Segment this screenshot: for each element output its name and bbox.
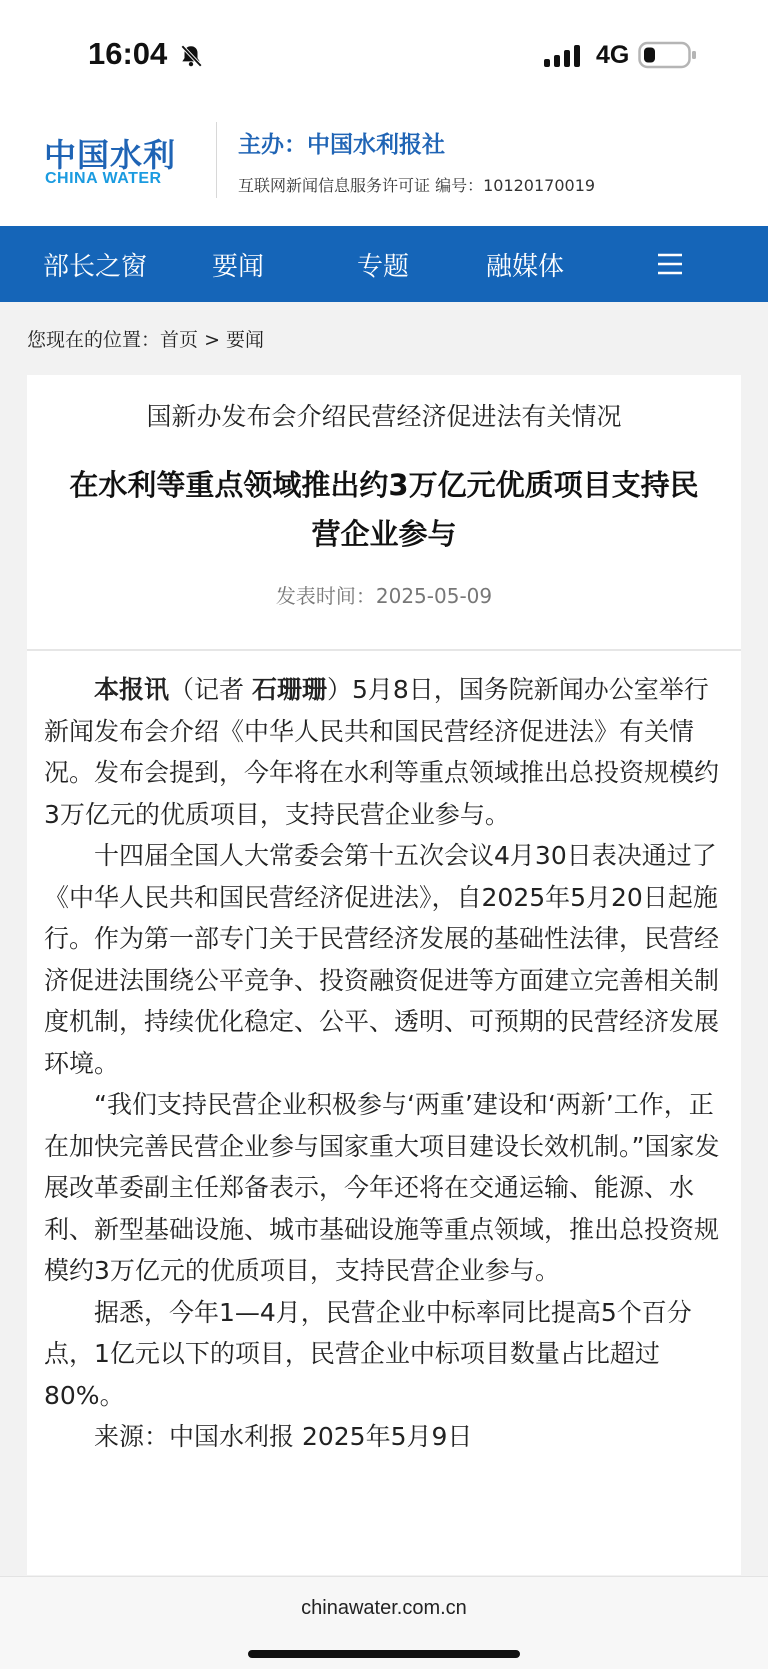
lead-reporter: 石珊珊 <box>251 675 327 704</box>
browser-bottom-bar <box>0 1576 768 1669</box>
article-title: 在水利等重点领域推出约3万亿元优质项目支持民营企业参与 <box>69 468 699 551</box>
status-time: 16:04 <box>88 36 168 71</box>
nav-item-minister-window[interactable]: 部长之窗 <box>43 252 148 282</box>
site-header <box>0 110 768 226</box>
home-indicator[interactable] <box>248 1650 520 1658</box>
publish-date <box>27 580 741 609</box>
lead-label: 本报讯 <box>94 675 170 704</box>
article-subtitle: 国新办发布会介绍民营经济促进法有关情况 <box>146 402 622 431</box>
nav-item-media[interactable]: 融媒体 <box>486 252 565 282</box>
lead-text: ）5月8日，国务院新闻办公室举行新闻发布会介绍《中华人民共和国民营经济促进法》有关情况。发布会提到，今年将在水利等重点领域推出总投资规模约3万亿元的优质项目，支持民营企业参与。 <box>44 675 720 829</box>
publish-date-label: 发表时间： <box>275 584 376 608</box>
lead-reporter-prefix: （记者 <box>169 675 252 704</box>
status-bar <box>0 0 768 110</box>
article-paragraph <box>44 669 728 835</box>
address-bar-domain[interactable]: chinawater.com.cn <box>301 1597 467 1619</box>
breadcrumb-current-link[interactable]: 要闻 <box>226 329 265 351</box>
battery-icon <box>638 41 698 69</box>
nav-item-topics[interactable]: 专题 <box>357 252 410 282</box>
article-divider <box>27 649 741 651</box>
breadcrumb-separator: > <box>204 329 220 351</box>
article-body <box>44 669 728 1458</box>
bell-muted-icon <box>178 43 204 69</box>
publish-date-value: 2025-05-09 <box>375 584 493 608</box>
article-source: 来源：中国水利报 2025年5月9日 <box>94 1422 473 1451</box>
site-logo-english[interactable]: CHINA WATER <box>45 170 162 187</box>
header-divider <box>216 122 217 198</box>
sponsor-text: 主办：中国水利报社 <box>238 132 445 158</box>
network-type: 4G <box>596 41 630 69</box>
article-paragraph: 据悉，今年1—4月，民营企业中标率同比提高5个百分点，1亿元以下的项目，民营企业中标项目数量占比超过80%。 <box>44 1297 692 1410</box>
nav-item-headlines[interactable]: 要闻 <box>212 252 265 282</box>
breadcrumb <box>27 325 264 352</box>
article-card <box>27 375 741 1575</box>
breadcrumb-prefix: 您现在的位置： <box>27 329 161 351</box>
hamburger-menu-icon[interactable] <box>656 250 684 278</box>
site-logo[interactable]: 中国水利 <box>44 136 177 174</box>
article-paragraph: “我们支持民营企业积极参与‘两重’建设和‘两新’工作，正在加快完善民营企业参与国家重大项目建设长效机制。”国家发展改革委副主任郑备表示，今年还将在交通运输、能源、水利、新型基础设施、城市基础设施等重点领域，推出总投资规模约3万亿元的优质项目，支持民营企业参与。 <box>44 1090 720 1285</box>
breadcrumb-home-link[interactable]: 首页 <box>160 329 199 351</box>
cellular-signal-icon <box>543 44 583 68</box>
main-nav <box>0 226 768 302</box>
license-text: 互联网新闻信息服务许可证 编号：10120170019 <box>238 176 596 195</box>
article-paragraph: 十四届全国人大常委会第十五次会议4月30日表决通过了《中华人民共和国民营经济促进法》，自2025年5月20日起施行。作为第一部专门关于民营经济发展的基础性法律，民营经济促进法围绕公平竞争、投资融资促进等方面建立完善相关制度机制，持续优化稳定、公平、透明、可预期的民营经济发展环境。 <box>44 841 720 1078</box>
